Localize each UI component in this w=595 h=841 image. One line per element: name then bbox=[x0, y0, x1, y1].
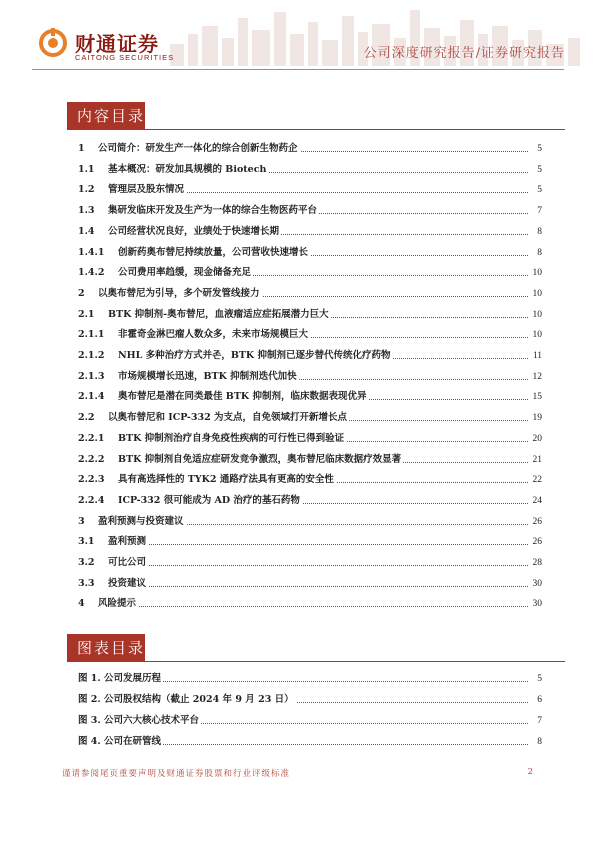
toc-entry-row[interactable] bbox=[78, 204, 542, 218]
toc-entry-title: 公司经营状况良好，业绩处于快速增长期 bbox=[108, 225, 280, 237]
toc-entry-title: 创新药奥布替尼持续放量，公司营收快速增长 bbox=[118, 246, 309, 258]
toc-entry-number: 2.2.1 bbox=[78, 432, 105, 444]
toc-entry-title: BTK 抑制剂治疗自身免疫性疾病的可行性已得到验证 bbox=[118, 432, 345, 444]
toc-entry-number: 3.2 bbox=[78, 557, 95, 568]
toc-entry-page-number: 7 bbox=[537, 206, 542, 217]
footer-disclaimer: 谨请参阅尾页重要声明及财通证券股票和行业评级标准 bbox=[62, 769, 291, 779]
fig-entry-page-number: 7 bbox=[537, 716, 542, 726]
toc-entry-row[interactable] bbox=[78, 266, 542, 280]
toc-entry-title: 基本概况：研发加具规模的 Biotech bbox=[108, 163, 267, 175]
toc-entry-title: 奥布替尼是潜在同类最佳 BTK 抑制剂，临床数据表现优异 bbox=[118, 391, 367, 403]
toc-entry-page-number: 5 bbox=[537, 144, 542, 154]
toc-entry-title: 市场规模增长迅速，BTK 抑制剂迭代加快 bbox=[118, 370, 297, 382]
toc-entry-row[interactable] bbox=[78, 370, 542, 384]
fig-section-header bbox=[67, 634, 565, 662]
fig-entry-number: 图 2. bbox=[78, 694, 101, 705]
toc-entry-title: 以奥布替尼和 ICP-332 为支点，自免领域打开新增长点 bbox=[108, 412, 348, 424]
toc-entry-leader-dots bbox=[108, 544, 528, 545]
toc-entry-title: BTK 抑制剂自免适应症研发竞争激烈，奥布替尼临床数据疗效显著 bbox=[118, 453, 402, 465]
fig-heading-rule bbox=[67, 661, 565, 663]
toc-entry-number: 1.1 bbox=[78, 163, 95, 175]
toc-entry-page-number: 20 bbox=[532, 433, 542, 444]
toc-entry-number: 1.3 bbox=[78, 205, 95, 217]
toc-entry-row[interactable] bbox=[78, 535, 542, 549]
toc-entry-page-number: 30 bbox=[532, 578, 542, 589]
fig-entry-row[interactable] bbox=[78, 714, 542, 728]
page-header bbox=[0, 0, 595, 70]
toc-entry-title: 盈利预测与投资建议 bbox=[98, 515, 184, 527]
toc-entry-number: 2.1.4 bbox=[78, 391, 105, 403]
toc-entry-number: 1.4.2 bbox=[78, 267, 105, 279]
fig-entry-title: 公司六大核心技术平台 bbox=[104, 715, 200, 726]
toc-entry-row[interactable] bbox=[78, 597, 542, 611]
toc-entry-number: 2.1.2 bbox=[78, 350, 105, 361]
toc-entry-number: 3.1 bbox=[78, 536, 95, 548]
toc-entry-row[interactable] bbox=[78, 287, 542, 301]
fig-entry-page-number: 5 bbox=[537, 674, 542, 684]
toc-heading-rule bbox=[67, 129, 565, 131]
toc-entry-row[interactable] bbox=[78, 390, 542, 404]
toc-entry-page-number: 24 bbox=[532, 495, 542, 506]
toc-entry-title: 以奥布替尼为引导，多个研发管线接力 bbox=[98, 287, 260, 299]
toc-entry-title: ICP-332 很可能成为 AD 治疗的基石药物 bbox=[118, 494, 300, 506]
toc-entry-page-number: 26 bbox=[532, 516, 542, 527]
toc-section-header bbox=[67, 102, 565, 130]
fig-heading: 图表目录 bbox=[67, 634, 145, 662]
toc-entry-title: 可比公司 bbox=[108, 557, 147, 568]
toc-entry-page-number: 5 bbox=[537, 164, 542, 175]
toc-entry-page-number: 28 bbox=[532, 558, 542, 568]
toc-entry-row[interactable] bbox=[78, 411, 542, 425]
toc-entry-title: 盈利预测 bbox=[108, 536, 147, 548]
toc-entry-row[interactable] bbox=[78, 163, 542, 177]
toc-entry-page-number: 12 bbox=[532, 371, 542, 382]
footer-page-number: 2 bbox=[527, 767, 533, 777]
toc-entry-number: 3 bbox=[78, 515, 85, 527]
header-divider bbox=[32, 69, 564, 70]
toc-entry-row[interactable] bbox=[78, 328, 542, 342]
toc-entry-leader-dots bbox=[108, 586, 528, 587]
toc-entry-title: NHL 多种治疗方式并존，BTK 抑制剂已逐步替代传统化疗药物 bbox=[118, 350, 391, 361]
fig-entry-title: 公司发展历程 bbox=[104, 673, 162, 684]
toc-entry-page-number: 15 bbox=[532, 392, 542, 403]
toc-entry-title: BTK 抑制剂-奥布替尼，血液瘤适应症拓展潜力巨大 bbox=[108, 308, 329, 320]
toc-entry-row[interactable] bbox=[78, 246, 542, 260]
report-type-label: 公司深度研究报告/证券研究报告 bbox=[363, 46, 565, 61]
toc-entry-page-number: 26 bbox=[532, 537, 542, 548]
fig-entry-number: 图 3. bbox=[78, 715, 101, 726]
fig-entry-leader-dots bbox=[104, 681, 528, 682]
toc-heading: 内容目录 bbox=[67, 102, 145, 130]
toc-entry-title: 公司费用率趋缓，现金储备充足 bbox=[118, 267, 252, 279]
toc-entry-number: 1.2 bbox=[78, 184, 95, 196]
toc-entry-title: 非霍奇金淋巴瘤人数众多，未来市场规模巨大 bbox=[118, 329, 309, 341]
toc-entry-page-number: 19 bbox=[532, 413, 542, 424]
toc-entry-page-number: 8 bbox=[537, 247, 542, 258]
toc-entry-number: 2.2 bbox=[78, 412, 95, 424]
toc-entry-page-number: 21 bbox=[532, 454, 542, 465]
toc-entry-number: 2.1 bbox=[78, 308, 95, 320]
fig-entry-row[interactable] bbox=[78, 735, 542, 749]
toc-entry-page-number: 10 bbox=[532, 309, 542, 320]
fig-entry-title: 公司在研管线 bbox=[104, 736, 162, 747]
fig-entry-row[interactable] bbox=[78, 693, 542, 707]
toc-entry-number: 2.2.4 bbox=[78, 494, 105, 506]
toc-entry-row[interactable] bbox=[78, 142, 542, 156]
toc-entry-row[interactable] bbox=[78, 473, 542, 487]
toc-entry-page-number: 11 bbox=[532, 351, 542, 361]
toc-entry-page-number: 10 bbox=[532, 288, 542, 299]
toc-entry-row[interactable] bbox=[78, 225, 542, 239]
toc-entry-number: 1.4.1 bbox=[78, 246, 105, 258]
toc-entry-number: 1 bbox=[78, 143, 85, 154]
toc-entry-leader-dots bbox=[108, 565, 528, 566]
caitong-logo-icon bbox=[36, 28, 70, 58]
toc-entry-page-number: 5 bbox=[537, 185, 542, 196]
toc-entry-row[interactable] bbox=[78, 515, 542, 529]
toc-entry-title: 管理层及股东情况 bbox=[108, 184, 185, 196]
fig-entry-page-number: 8 bbox=[537, 737, 542, 747]
fig-entry-leader-dots bbox=[104, 744, 528, 745]
toc-entry-number: 2.2.3 bbox=[78, 474, 105, 486]
toc-entry-row[interactable] bbox=[78, 577, 542, 591]
toc-entry-number: 2.2.2 bbox=[78, 453, 105, 465]
toc-entry-title: 具有高选择性的 TYK2 通路疗法具有更高的安全性 bbox=[118, 474, 334, 486]
brand-name-cn: 财通证券 bbox=[75, 32, 159, 56]
fig-entry-title: 公司股权结构（截止 2024 年 9 月 23 日） bbox=[104, 694, 294, 705]
toc-entry-title: 投资建议 bbox=[108, 577, 147, 589]
toc-entry-number: 2.1.3 bbox=[78, 370, 105, 382]
toc-entry-row[interactable] bbox=[78, 432, 542, 446]
toc-entry-leader-dots bbox=[98, 606, 528, 607]
toc-entry-title: 公司简介：研发生产一体化的综合创新生物药企 bbox=[98, 143, 298, 154]
toc-entry-title: 风险提示 bbox=[98, 598, 137, 610]
toc-entry-row[interactable] bbox=[78, 556, 542, 570]
toc-entry-number: 2.1.1 bbox=[78, 329, 105, 341]
toc-entry-number: 1.4 bbox=[78, 225, 95, 237]
toc-entry-page-number: 10 bbox=[532, 330, 542, 341]
toc-entry-row[interactable] bbox=[78, 494, 542, 508]
toc-entry-row[interactable] bbox=[78, 308, 542, 322]
toc-entry-row[interactable] bbox=[78, 183, 542, 197]
fig-entry-row[interactable] bbox=[78, 672, 542, 686]
fig-entry-number: 图 1. bbox=[78, 673, 101, 684]
toc-entry-page-number: 30 bbox=[532, 599, 542, 610]
fig-entry-number: 图 4. bbox=[78, 736, 101, 747]
toc-entry-number: 2 bbox=[78, 287, 85, 299]
toc-entry-page-number: 22 bbox=[532, 475, 542, 486]
toc-entry-row[interactable] bbox=[78, 453, 542, 467]
brand-name-en: CAITONG SECURITIES bbox=[75, 53, 175, 62]
toc-entry-page-number: 8 bbox=[537, 226, 542, 237]
toc-entry-number: 3.3 bbox=[78, 577, 95, 589]
toc-entry-page-number: 10 bbox=[532, 268, 542, 279]
toc-entry-title: 集研发临床开发及生产为一体的综合生物医药平台 bbox=[108, 205, 318, 217]
fig-entry-page-number: 6 bbox=[537, 695, 542, 705]
toc-entry-row[interactable] bbox=[78, 349, 542, 363]
toc-entry-number: 4 bbox=[78, 598, 85, 610]
